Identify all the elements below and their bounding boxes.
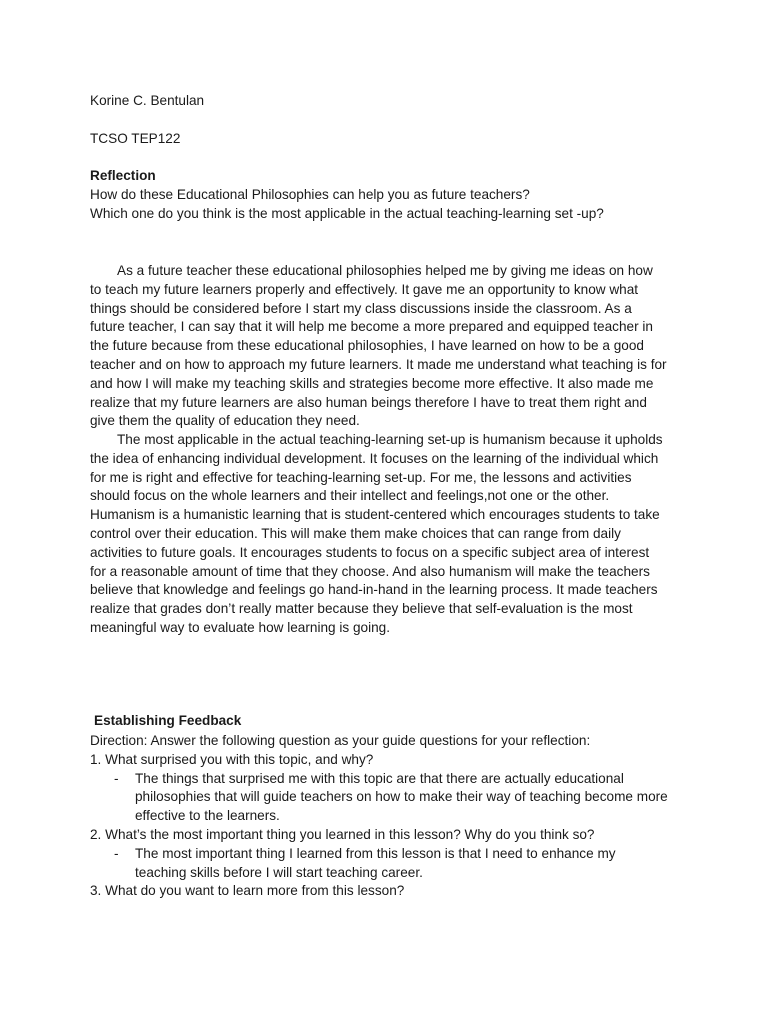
paragraph-line: should focus on the whole learners and their intellect and feelings,not one or the other.	[90, 488, 610, 504]
paragraph-line: for a reasonable amount of time that they choose. And also humanism will make the teachers	[90, 563, 650, 579]
paragraph-line: Humanism is a humanistic learning that is student-centered which encourages students to take	[90, 507, 660, 523]
question-1: 1. What surprised you with this topic, and why?	[90, 751, 374, 767]
paragraph-line: the idea of enhancing individual development. It focuses on the learning of the individual which	[90, 450, 659, 466]
paragraph-line: control over their education. This will make them make choices that can range from daily	[90, 525, 621, 541]
paragraph-line: activities to future goals. It encourages students to focus on a specific subject area of interest	[90, 544, 650, 560]
answer-line: philosophies that will guide teachers on how to make their way of teaching become more	[135, 789, 668, 805]
reflection-question-2: Which one do you think is the most applicable in the actual teaching-learning set -up?	[90, 206, 604, 221]
answer-line: The most important thing I learned from this lesson is that I need to enhance my	[135, 845, 616, 861]
paragraph-line: realize that grades don’t really matter because they believe that self-evaluation is the most	[90, 601, 633, 617]
paragraph-line: realize that my future learners are also human beings therefore I have to treat them right and	[90, 394, 647, 410]
paragraph-line: the future because from these educational philosophies, I have learned on how to be a good	[90, 338, 644, 354]
paragraph-line: As a future teacher these educational philosophies helped me by giving me ideas on how	[117, 263, 653, 278]
reflection-question-1: How do these Educational Philosophies can help you as future teachers?	[90, 187, 530, 202]
answer-line: teaching skills before I will start teaching career.	[135, 864, 423, 880]
paragraph-line: and how I will make my teaching skills and strategies become more effective. It also made me	[90, 375, 654, 391]
feedback-direction: Direction: Answer the following question as your guide questions for your reflection:	[90, 733, 591, 748]
reflection-paragraph-2	[90, 431, 690, 638]
paragraph-line: meaningful way to evaluate how learning is going.	[90, 619, 391, 635]
paragraph-line: things should be considered before I start my class discussions inside the classroom. As a	[90, 300, 632, 316]
reflection-paragraph-1	[90, 262, 690, 431]
dash-bullet: -	[114, 770, 119, 786]
answer-1	[90, 770, 690, 826]
paragraph-line: The most applicable in the actual teaching-learning set-up is humanism because it upholds	[117, 432, 663, 447]
author-name: Korine C. Bentulan	[90, 93, 205, 108]
answer-line: effective to the learners.	[135, 808, 280, 824]
paragraph-line: for me is right and effective for teaching-learning set-up. For me, the lessons and activities	[90, 469, 632, 485]
paragraph-line: believe that knowledge and feelings go hand-in-hand in the learning process. It made teachers	[90, 582, 658, 598]
answer-line: The things that surprised me with this topic are that there are actually educational	[135, 770, 624, 786]
paragraph-line: future teacher, I can say that it will help me become a more prepared and equipped teacher in	[90, 319, 653, 335]
paragraph-line: teacher and on how to approach my future learners. It made me understand what teaching is for	[90, 356, 667, 372]
question-2: 2. What’s the most important thing you learned in this lesson? Why do you think so?	[90, 826, 595, 842]
paragraph-line: give them the quality of education they need.	[90, 413, 360, 429]
paragraph-line: to teach my future learners properly and effectively. It gave me an opportunity to know what	[90, 281, 639, 297]
feedback-section	[90, 732, 690, 901]
reflection-heading: Reflection	[90, 168, 156, 183]
course-code: TCSO TEP122	[90, 131, 181, 146]
question-3: 3. What do you want to learn more from this lesson?	[90, 883, 405, 899]
answer-2	[90, 845, 690, 883]
feedback-heading: Establishing Feedback	[94, 713, 242, 728]
dash-bullet: -	[114, 845, 119, 861]
